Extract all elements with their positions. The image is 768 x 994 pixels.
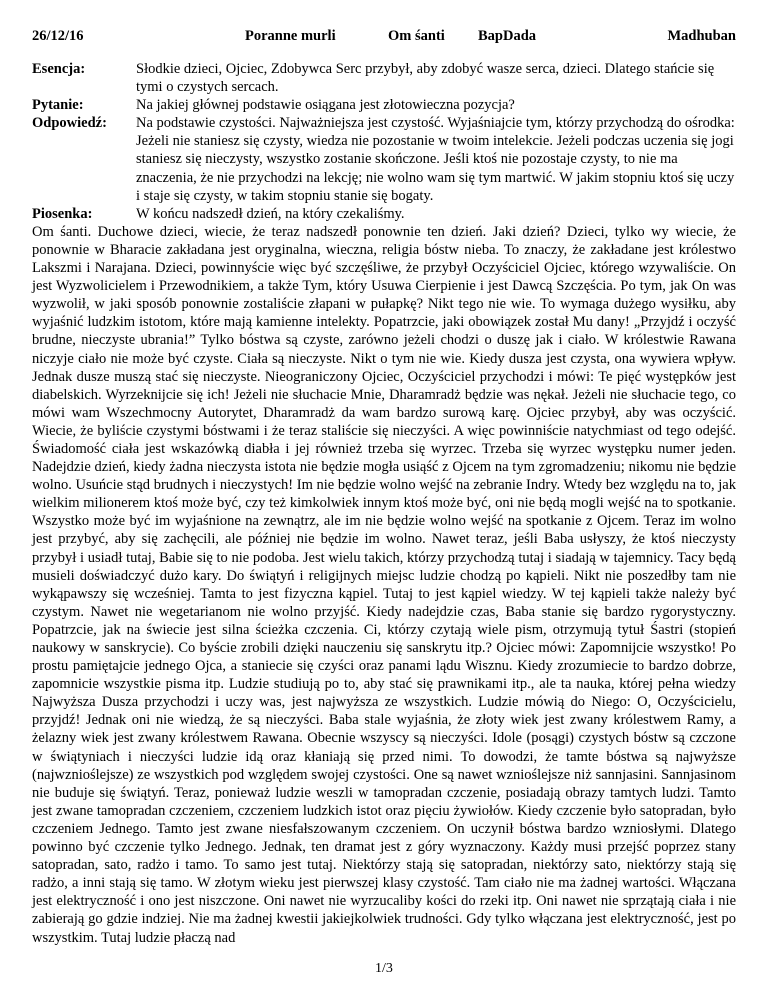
song-text: W końcu nadszedł dzień, na który czekaliśmy. <box>136 205 405 222</box>
essence-text: Słodkie dzieci, Ojciec, Zdobywca Serc przybył, aby zdobyć wasze serca, dzieci. Dlatego stańcie się tymi o czystych sercach. <box>136 61 715 96</box>
header-place: Madhuban <box>667 28 736 44</box>
essence-label: Esencja: <box>32 61 86 77</box>
song-section <box>32 205 736 223</box>
murli-page <box>32 28 736 947</box>
song-label: Piosenka: <box>32 205 93 222</box>
header-title: Poranne murli <box>245 28 336 44</box>
document-header <box>32 28 736 52</box>
header-date: 26/12/16 <box>32 28 84 44</box>
murli-body-text: Om śanti. Duchowe dzieci, wiecie, że teraz nadszedł ponownie ten dzień. Jaki dzień? Dzieci, tylko wy wiecie, że ponownie w Bharacie zakładana jest oryginalna, wieczna, religia bóstw nieba. To znaczy, że zakładane jest królestwo Lakszmi i Narajana. Dzieci, powinnyście więc być szczęśliwe, że przybył Oczyściciel Ojciec, którego wzywaliście. On jest Wyzwolicielem i Przewodnikiem, a także Tym, który Usuwa Cierpienie i jest Dawcą Szczęścia. Po tym, jak On was wyzwolił, w jaki sposób ponownie zostaliście złapani w pułapkę? Nikt tego nie wie. To wymaga dużego wysiłku, aby wyjaśnić ludzkim istotom, które mają kamienne intelekty. Popatrzcie, jaki obowiązek został Mu dany! „Przyjdź i oczyść brudne, nieczyste ubrania!” Tylko bóstwa są czyste, zarówno jeżeli chodzi o duszę jak i ciało. W królestwie Rawana niczyje ciało nie może być czyste. Ciała są nieczyste. Nikt o tym nie wie. Kiedy dusza jest czysta, ona wywiera wpływ. Jednak dusze muszą stać się nieczyste. Nieograniczony Ojciec, Oczyściciel przychodzi i mówi: Te pięć występków jest diabelskich. Wyrzeknijcie się ich! Jeżeli nie słuchacie Mnie, Dharamradż będzie was nękał. Jeżeli nie słuchacie tego, co mówi wam Wszechmocny Autorytet, Dharamradż da wam bardzo surową karę. Ojciec przybył, aby was oczyścić. Wiecie, że byliście czystymi bóstwami i że teraz staliście się nieczyści. A więc powinniście natychmiast od tego odejść. Świadomość ciała jest wskazówką diabła i jej również trzeba się wyrzec. Trzeba się wyrzec występku numer jeden. Nadejdzie dzień, kiedy żadna nieczysta istota nie będzie mogła usiąść z Ojcem na tym zgromadzeniu; nikomu nie będzie wolno. Usuńcie stąd brudnych i nieczystych! Im nie będzie wolno wejść na zebranie Indry. Wtedy bez względu na to, jak wielkim milionerem ktoś może być, czy też kimkolwiek innym ktoś może być, oni nie będą mogli wejść na to spotkanie. Wszystko może być im wyjaśnione na zewnątrz, ale im nie będzie wolno wejść na spotkanie z Ojcem. Teraz im wolno jest przybyć, aby się zachęcili, ale później nie będzie im wolno. Nawet teraz, jeśli Baba usłyszy, że ktoś nieczysty przybył i usiadł tutaj, Babie się to nie podoba. Jest wielu takich, którzy przychodzą tutaj i siadają w tajemnicy. Tacy będą musieli doświadczyć dużo kary. Do świątyń i religijnych miejsc ludzie chodzą po kąpieli. Nikt nie poszedłby tam nie wykąpawszy się wcześniej. Tamta to jest fizyczna kąpiel. Tutaj to jest kąpiel wiedzy. W tej kąpieli także należy być czystym. Nawet nie wegetarianom nie wolno przyjść. Kiedy nadejdzie czas, Baba stanie się bardzo rygorystyczny. Popatrzcie, jak na świecie jest silna ścieżka czczenia. Ci, którzy czytają wiele pism, otrzymują tytuł Śastri (stopień naukowy w sanskrycie). Co byście zrobili dzięki nauczeniu się sanskrytu itp.? Ojciec mówi: Zapomnijcie wszystko! Po prostu pamiętajcie jednego Ojca, a staniecie się czyści oraz panami lądu Wisznu. Kiedy zrozumiecie to bardzo dobrze, zapomnicie wszystkie pisma itp. Ludzie studiują po to, aby stać się prawnikami itp., ale ta nauka, której pełna wiedzy Najwyższa Dusza przychodzi i uczy was, jest najwyższa ze wszystkich. Ludzie mówią do Niego: O, Oczyścicielu, przyjdź! Jednak oni nie wiedzą, że są nieczyści. Baba stale wyjaśnia, że złoty wiek jest zwany królestwem Ramy, a żelazny wiek jest zwany królestwem Rawana. Obecnie wszyscy są nieczyści. Idole (posągi) czystych bóstw są czczone w świątyniach i nieczyści ludzie idą oraz kłaniają się przed nimi. To dowodzi, że tamte bóstwa są najwyższe (najwznioślejsze) ze wszystkich pod względem swojej czystości. One są nawet wznioślejsze niż sannjasini. Sannjasinom nie buduje się świątyń. Teraz, ponieważ ludzie weszli w tamopradan czczenie, posiadają obrazy tamtych ludzi. Tamto jest zwane tamopradan czczeniem, czczeniem ludzkich istot oraz pięciu żywiołów. Kiedy czczenie było satopradan, było czczeniem Jednego. Tamto jest zwane niesfałszowanym czczeniem. On uczynił bóstwa bardzo wzniosłymi. Dlatego powinno być czczenie tylko Jednego. Jednak, ten dramat jest z góry wyznaczony. Każdy musi przejść poprzez stany satopradan, sato, radżo i tamo. To samo jest tutaj. Niektórzy stają się satopradan, niektórzy sato, niektórzy stają się radżo, a inni stają się tamo. W złotym wieku jest pierwszej klasy czystość. Tam ciało nie ma żadnej wartości. Włączana jest elektryczność i ono jest niszczone. Oni nawet nie wyrzucaliby kości do rzeki itp. Oni nawet nie sprzątają ciała i nie zabierają go gdzie indziej. Nie ma żadnej kwestii jakiejkolwiek trudności. Gdy tylko włączana jest elektryczność, jest po wszystkim. Tutaj ludzie płaczą nad <box>32 223 736 946</box>
question-section <box>32 96 736 114</box>
answer-section <box>32 114 736 204</box>
question-label: Pytanie: <box>32 97 84 114</box>
answer-label: Odpowiedź: <box>32 115 107 132</box>
answer-text: Na podstawie czystości. Najważniejsza jest czystość. Wyjaśniajcie tym, którzy przychodzą do ośrodka: Jeżeli nie staniesz się czysty, wiedza nie pozostanie w twoim intelekcie. Jeżeli podczas uczenia się jogi staniesz się nieczysty, wszystko zostanie skończone. Jeśli ktoś nie pozostaje czysty, to nie ma znaczenia, że nie przychodzi na lekcję; nie wolno wam się tym martwić. W jakim stopniu ktoś się uczy i staje się czysty, w takim stopniu stanie się bogaty. <box>136 115 735 204</box>
header-bapdada: BapDada <box>478 28 537 44</box>
essence-section <box>32 60 736 96</box>
header-om-shanti: Om śanti <box>388 28 445 44</box>
question-text: Na jakiej głównej podstawie osiągana jest złotowieczna pozycja? <box>136 97 515 114</box>
page-number: 1/3 <box>375 961 393 976</box>
